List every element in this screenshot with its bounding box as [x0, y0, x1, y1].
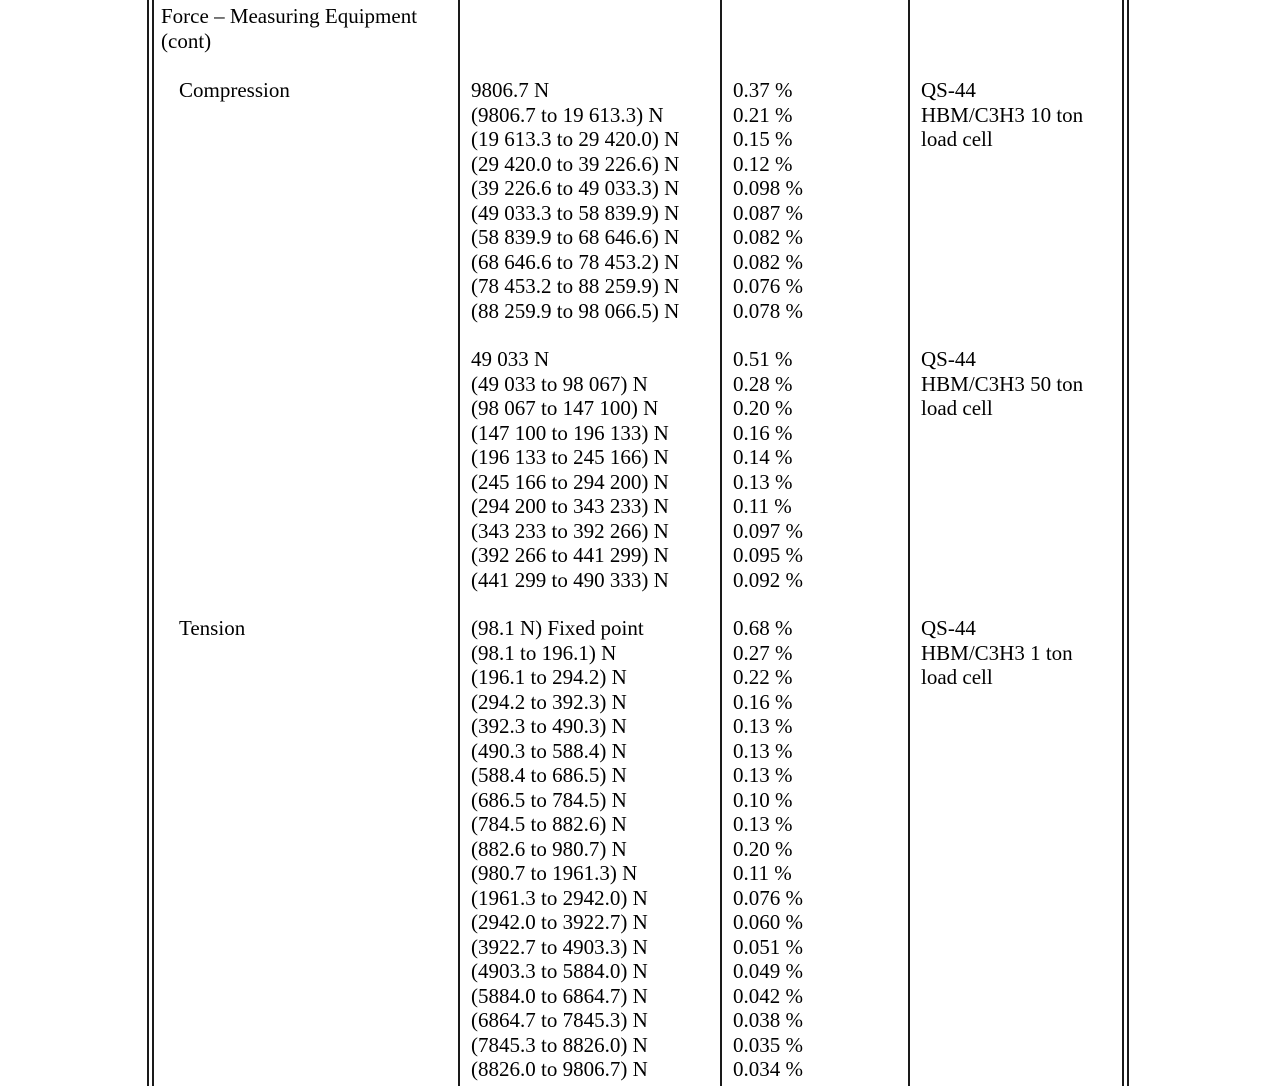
- range-cell: (196.1 to 294.2) N: [471, 665, 627, 689]
- uncertainty-cell: 0.22 %: [733, 665, 793, 689]
- uncertainty-cell: 0.13 %: [733, 763, 793, 787]
- uncertainty-cell: 0.038 %: [733, 1008, 803, 1032]
- standard-line: HBM/C3H3 1 ton: [921, 640, 1073, 665]
- uncertainty-cell: 0.11 %: [733, 494, 792, 518]
- uncertainty-cell: 0.095 %: [733, 543, 803, 567]
- uncertainty-cell: 0.13 %: [733, 812, 793, 836]
- uncertainty-cell: 0.082 %: [733, 225, 803, 249]
- uncertainty-cell: 0.20 %: [733, 396, 793, 420]
- range-cell: (49 033 to 98 067) N: [471, 371, 648, 396]
- uncertainties-tension-1ton: [733, 616, 803, 1082]
- uncertainty-cell: 0.21 %: [733, 102, 793, 127]
- uncertainty-cell: 0.035 %: [733, 1032, 803, 1057]
- range-cell: (6864.7 to 7845.3) N: [471, 1008, 648, 1032]
- range-cell: (8826.0 to 9806.7) N: [471, 1057, 648, 1081]
- range-cell: (490.3 to 588.4) N: [471, 738, 627, 763]
- range-cell: (5884.0 to 6864.7) N: [471, 983, 648, 1008]
- uncertainty-cell: 0.098 %: [733, 176, 803, 200]
- category-cont: (cont): [161, 29, 212, 53]
- uncertainty-cell: 0.11 %: [733, 861, 792, 885]
- range-cell: (294 200 to 343 233) N: [471, 494, 669, 518]
- uncertainty-cell: 0.27 %: [733, 640, 793, 665]
- range-cell: (392.3 to 490.3) N: [471, 714, 627, 738]
- range-cell: (147 100 to 196 133) N: [471, 420, 669, 445]
- range-cell: (588.4 to 686.5) N: [471, 763, 627, 787]
- range-cell: (441 299 to 490 333) N: [471, 567, 669, 592]
- ranges-tension-1ton: [471, 616, 648, 1082]
- standard-line: QS-44: [921, 616, 976, 640]
- range-cell: (294.2 to 392.3) N: [471, 689, 627, 714]
- uncertainty-cell: 0.082 %: [733, 249, 803, 274]
- range-cell: (19 613.3 to 29 420.0) N: [471, 127, 680, 151]
- ranges-compression-50ton: [471, 347, 669, 592]
- column-divider-1: [458, 0, 460, 1086]
- uncertainty-cell: 0.092 %: [733, 567, 803, 592]
- uncertainty-cell: 0.16 %: [733, 420, 793, 445]
- range-cell: 49 033 N: [471, 347, 550, 371]
- standard-line: HBM/C3H3 50 ton: [921, 371, 1084, 396]
- table-outer-border-left-outer: [147, 0, 149, 1086]
- range-cell: (49 033.3 to 58 839.9) N: [471, 200, 680, 225]
- section-label-compression: Compression: [179, 78, 290, 102]
- range-cell: (343 233 to 392 266) N: [471, 518, 669, 543]
- uncertainty-cell: 0.28 %: [733, 371, 793, 396]
- uncertainty-cell: 0.14 %: [733, 445, 793, 469]
- range-cell: (245 166 to 294 200) N: [471, 469, 669, 494]
- standard-tension-1ton: [921, 616, 1073, 690]
- range-cell: (78 453.2 to 88 259.9) N: [471, 274, 680, 298]
- range-cell: (980.7 to 1961.3) N: [471, 861, 638, 885]
- range-cell: (4903.3 to 5884.0) N: [471, 959, 648, 983]
- uncertainties-compression-50ton: [733, 347, 803, 592]
- uncertainty-cell: 0.13 %: [733, 738, 793, 763]
- range-cell: (2942.0 to 3922.7) N: [471, 910, 648, 934]
- standard-compression-10ton: [921, 78, 1083, 152]
- range-cell: (58 839.9 to 68 646.6) N: [471, 225, 680, 249]
- uncertainty-cell: 0.12 %: [733, 151, 793, 176]
- standard-line: HBM/C3H3 10 ton: [921, 102, 1084, 127]
- uncertainties-compression-10ton: [733, 78, 803, 323]
- uncertainty-cell: 0.076 %: [733, 274, 803, 298]
- range-cell: (3922.7 to 4903.3) N: [471, 934, 648, 959]
- column-divider-3: [908, 0, 910, 1086]
- range-cell: (686.5 to 784.5) N: [471, 787, 627, 812]
- uncertainty-cell: 0.078 %: [733, 298, 803, 323]
- uncertainty-cell: 0.049 %: [733, 959, 803, 983]
- standard-line: load cell: [921, 396, 993, 420]
- standard-compression-50ton: [921, 347, 1083, 421]
- uncertainty-cell: 0.68 %: [733, 616, 793, 640]
- standard-line: QS-44: [921, 347, 976, 371]
- range-cell: (29 420.0 to 39 226.6) N: [471, 151, 680, 176]
- uncertainty-cell: 0.13 %: [733, 714, 793, 738]
- uncertainty-cell: 0.10 %: [733, 787, 793, 812]
- column-divider-2: [720, 0, 722, 1086]
- standard-line: load cell: [921, 665, 993, 689]
- uncertainty-cell: 0.51 %: [733, 347, 793, 371]
- standard-line: QS-44: [921, 78, 976, 102]
- range-cell: (196 133 to 245 166) N: [471, 445, 669, 469]
- uncertainty-cell: 0.076 %: [733, 885, 803, 910]
- uncertainty-cell: 0.16 %: [733, 689, 793, 714]
- uncertainty-cell: 0.097 %: [733, 518, 803, 543]
- range-cell: (88 259.9 to 98 066.5) N: [471, 298, 680, 323]
- range-cell: (1961.3 to 2942.0) N: [471, 885, 648, 910]
- range-cell: (784.5 to 882.6) N: [471, 812, 627, 836]
- uncertainty-cell: 0.042 %: [733, 983, 803, 1008]
- uncertainty-cell: 0.087 %: [733, 200, 803, 225]
- range-cell: (39 226.6 to 49 033.3) N: [471, 176, 680, 200]
- range-cell: (98.1 N) Fixed point: [471, 616, 644, 640]
- range-cell: (392 266 to 441 299) N: [471, 543, 669, 567]
- uncertainty-cell: 0.034 %: [733, 1057, 803, 1081]
- range-cell: (98.1 to 196.1) N: [471, 640, 617, 665]
- table-outer-border-left-inner: [152, 0, 154, 1086]
- category-title: Force – Measuring Equipment: [161, 4, 418, 28]
- range-cell: (7845.3 to 8826.0) N: [471, 1032, 648, 1057]
- uncertainty-cell: 0.051 %: [733, 934, 803, 959]
- uncertainty-cell: 0.15 %: [733, 127, 793, 151]
- uncertainty-cell: 0.060 %: [733, 910, 803, 934]
- ranges-compression-10ton: [471, 78, 679, 323]
- range-cell: (68 646.6 to 78 453.2) N: [471, 249, 680, 274]
- uncertainty-cell: 0.13 %: [733, 469, 793, 494]
- table-outer-border-right-outer: [1127, 0, 1129, 1086]
- uncertainty-cell: 0.20 %: [733, 836, 793, 861]
- uncertainty-cell: 0.37 %: [733, 78, 793, 102]
- range-cell: (9806.7 to 19 613.3) N: [471, 102, 664, 127]
- range-cell: (882.6 to 980.7) N: [471, 836, 627, 861]
- standard-line: load cell: [921, 127, 993, 151]
- range-cell: (98 067 to 147 100) N: [471, 396, 659, 420]
- table-outer-border-right-inner: [1122, 0, 1124, 1086]
- range-cell: 9806.7 N: [471, 78, 550, 102]
- section-label-tension: Tension: [179, 616, 246, 640]
